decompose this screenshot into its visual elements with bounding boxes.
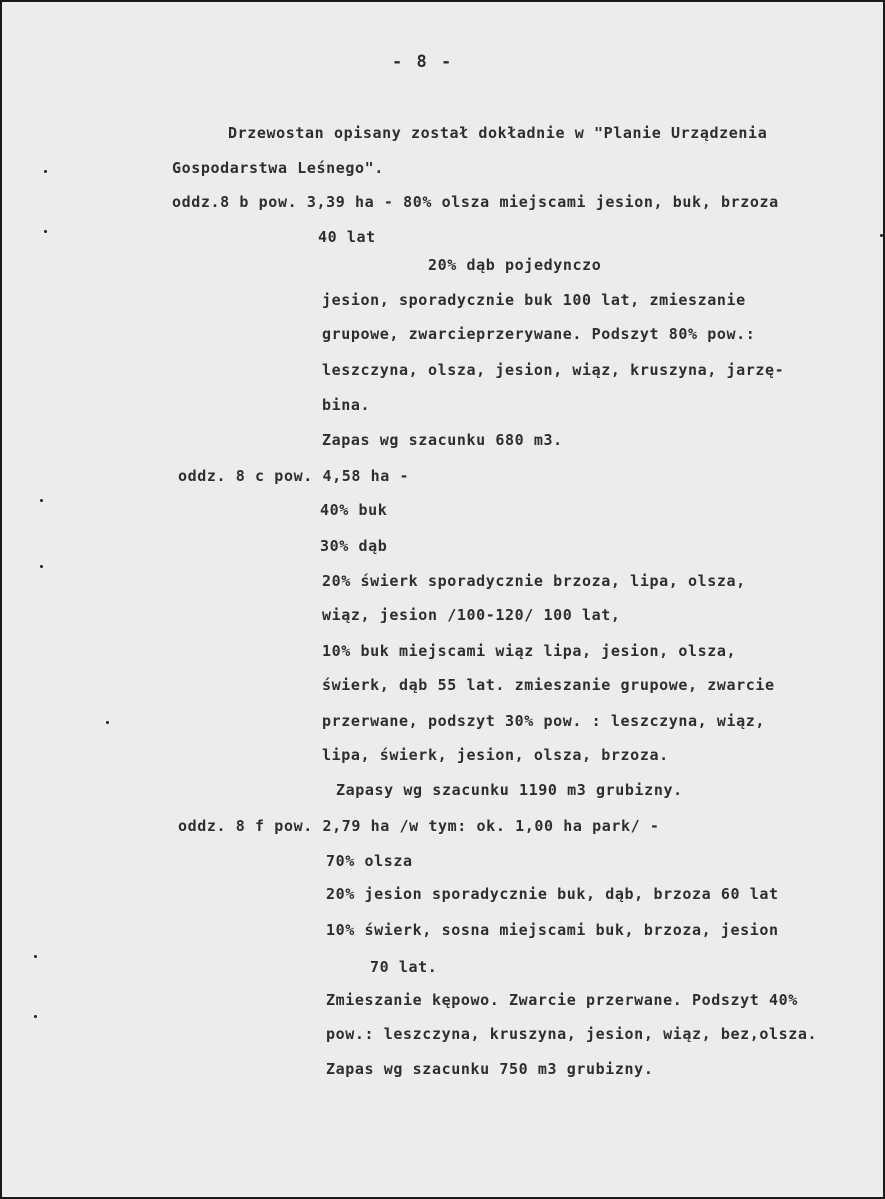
speck-mark [880, 234, 883, 237]
speck-mark [34, 1015, 37, 1018]
speck-mark [106, 721, 109, 724]
text-line: 20% dąb pojedynczo [428, 256, 602, 274]
text-line: Zapas wg szacunku 680 m3. [322, 431, 563, 449]
text-line: oddz. 8 f pow. 2,79 ha /w tym: ok. 1,00 ha park/ - [178, 817, 660, 835]
text-line: bina. [322, 396, 371, 414]
text-line: 10% buk miejscami wiąz lipa, jesion, olsza, [322, 642, 737, 660]
text-line: jesion, sporadycznie buk 100 lat, zmieszanie [322, 291, 746, 309]
text-line: grupowe, zwarcieprzerywane. Podszyt 80% pow.: [322, 325, 756, 343]
text-line: przerwane, podszyt 30% pow. : leszczyna, wiąz, [322, 712, 766, 730]
page-number: - 8 - [392, 52, 454, 72]
text-line: leszczyna, olsza, jesion, wiąz, kruszyna, jarzę- [322, 361, 785, 379]
text-line: lipa, świerk, jesion, olsza, brzoza. [322, 746, 669, 764]
text-line: Gospodarstwa Leśnego". [172, 159, 384, 177]
text-line: 10% świerk, sosna miejscami buk, brzoza, jesion [326, 921, 779, 939]
text-line: Zapasy wg szacunku 1190 m3 grubizny. [336, 781, 683, 799]
text-line: 30% dąb [320, 537, 388, 555]
text-line: 70 lat. [370, 958, 438, 976]
speck-mark [44, 170, 47, 173]
text-line: 20% jesion sporadycznie buk, dąb, brzoza 60 lat [326, 885, 779, 903]
text-line: pow.: leszczyna, kruszyna, jesion, wiąz, bez,olsza. [326, 1025, 818, 1043]
text-line: 70% olsza [326, 852, 413, 870]
speck-mark [44, 230, 47, 233]
text-line: Zmieszanie kępowo. Zwarcie przerwane. Podszyt 40% [326, 991, 798, 1009]
text-line: Zapas wg szacunku 750 m3 grubizny. [326, 1060, 654, 1078]
speck-mark [34, 955, 37, 958]
text-line: świerk, dąb 55 lat. zmieszanie grupowe, zwarcie [322, 676, 775, 694]
text-line: oddz.8 b pow. 3,39 ha - 80% olsza miejscami jesion, buk, brzoza [172, 193, 779, 211]
text-line: 40 lat [318, 228, 376, 246]
text-line: oddz. 8 c pow. 4,58 ha - [178, 467, 410, 485]
text-line: Drzewostan opisany został dokładnie w "Planie Urządzenia [228, 124, 768, 142]
text-line: 20% świerk sporadycznie brzoza, lipa, olsza, [322, 572, 746, 590]
speck-mark [40, 499, 43, 502]
text-line: wiąz, jesion /100-120/ 100 lat, [322, 606, 621, 624]
speck-mark [40, 565, 43, 568]
text-line: 40% buk [320, 501, 388, 519]
